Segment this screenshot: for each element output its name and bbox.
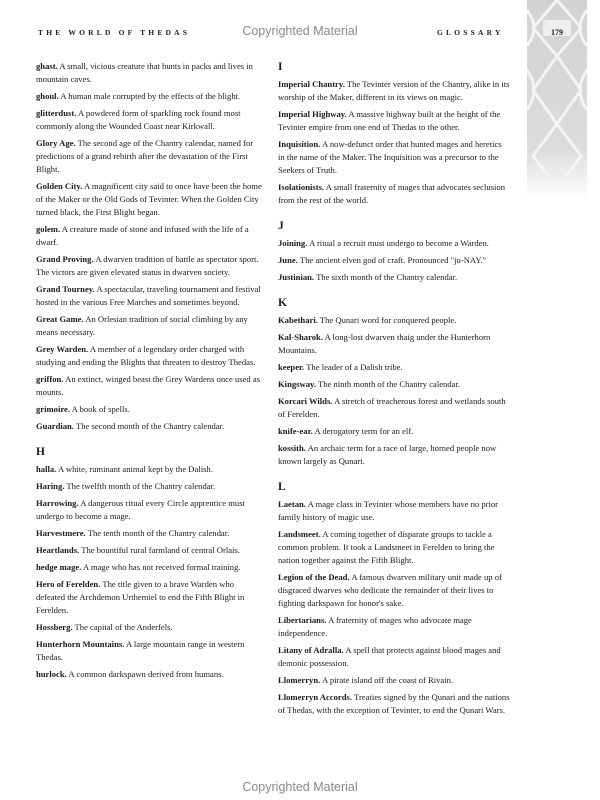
glossary-term: Great Game. <box>36 314 84 324</box>
glossary-term: hurlock. <box>36 669 67 679</box>
glossary-definition: A small, vicious creature that hunts in packs and lives in mountain caves. <box>36 61 253 84</box>
glossary-term: Guardian. <box>36 421 74 431</box>
glossary-definition: A powdered form of sparkling rock found most commonly along the Wounded Coast near Kirkwall. <box>36 108 241 131</box>
glossary-entry <box>278 425 510 438</box>
glossary-term: Libertarians. <box>278 615 327 625</box>
glossary-term: Kabethari. <box>278 315 318 325</box>
section-letter-heading: I <box>278 61 283 73</box>
glossary-definition: A ritual a recruit must undergo to become a Warden. <box>309 238 489 248</box>
glossary-term: Litany of Adralla. <box>278 645 344 655</box>
glossary-entry <box>278 571 510 610</box>
section-letter-heading: J <box>278 220 284 232</box>
glossary-definition: A white, ruminant animal kept by the Dalish. <box>57 464 213 474</box>
glossary-term: Korcari Wilds. <box>278 396 333 406</box>
glossary-entry <box>278 331 510 357</box>
glossary-definition: The twelfth month of the Chantry calendar. <box>66 481 216 491</box>
glossary-definition: The bountiful rural farmland of central Orlais. <box>81 545 240 555</box>
glossary-term: Landsmeet. <box>278 529 321 539</box>
glossary-definition: A dangerous ritual every Circle apprentice must undergo to become a mage. <box>36 498 245 521</box>
glossary-term: Imperial Highway. <box>278 109 347 119</box>
glossary-term: ghast. <box>36 61 58 71</box>
glossary-entry <box>278 181 510 207</box>
glossary-entry <box>36 668 264 681</box>
glossary-definition: The sixth month of the Chantry calendar. <box>316 272 458 282</box>
glossary-definition: A spectacular, traveling tournament and festival hosted in the various Free Marches and sometimes beyond. <box>36 284 261 307</box>
glossary-definition: The Qunari word for conquered people. <box>319 315 457 325</box>
glossary-term: Legion of the Dead. <box>278 572 350 582</box>
glossary-term: Llomerryn. <box>278 675 321 685</box>
glossary-term: Hunterhorn Mountains. <box>36 639 125 649</box>
glossary-entry <box>278 271 510 284</box>
glossary-definition: A stretch of treacherous forest and wetlands south of Ferelden. <box>278 396 506 419</box>
glossary-term: Harvestmere. <box>36 528 86 538</box>
glossary-term: Hero of Ferelden. <box>36 579 101 589</box>
glossary-definition: A derogatory term for an elf. <box>314 426 414 436</box>
page-number: 179 <box>551 28 563 37</box>
glossary-definition: An Orlesian tradition of social climbing by any means necessary. <box>36 314 248 337</box>
glossary-entry <box>36 60 264 86</box>
glossary-term: Inquisition. <box>278 139 321 149</box>
glossary-term: Hossberg. <box>36 622 73 632</box>
section-letter-heading: K <box>278 297 287 309</box>
glossary-definition: A dwarven tradition of battle as spectator sport. The victors are given elevated status in dwarven society. <box>36 254 259 277</box>
glossary-entry <box>36 527 264 540</box>
glossary-entry <box>36 497 264 523</box>
glossary-entry <box>36 223 264 249</box>
glossary-definition: The tenth month of the Chantry calendar. <box>87 528 230 538</box>
glossary-entry <box>36 253 264 279</box>
glossary-term: Imperial Chantry. <box>278 79 345 89</box>
glossary-definition: A massive highway built at the height of the Tevinter empire from one end of Thedas to the other. <box>278 109 501 132</box>
glossary-definition: A now-defunct order that hunted mages and heretics in the name of the Maker. The Inquisition was a precursor to the Seekers of Truth. <box>278 139 502 175</box>
glossary-term: hedge mage. <box>36 562 82 572</box>
glossary-entry <box>278 395 510 421</box>
glossary-entry <box>36 403 264 416</box>
glossary-entry <box>36 107 264 133</box>
glossary-left-column <box>36 60 264 685</box>
glossary-term: glitterdust. <box>36 108 77 118</box>
glossary-entry <box>36 463 264 476</box>
glossary-definition: The title given to a brave Warden who defeated the Archdemon Urthemiel to end the Fifth Blight in Ferelden. <box>36 579 245 615</box>
glossary-entry <box>278 378 510 391</box>
glossary-entry <box>278 108 510 134</box>
glossary-term: Laetan. <box>278 499 306 509</box>
glossary-definition: An extinct, winged beast the Grey Wardens once used as mounts. <box>36 374 260 397</box>
glossary-entry <box>278 614 510 640</box>
glossary-entry <box>278 314 510 327</box>
glossary-term: griffon. <box>36 374 64 384</box>
glossary-entry <box>36 137 264 176</box>
glossary-definition: Treaties signed by the Qunari and the nations of Thedas, with the exception of Tevinter, to end the Qunari Wars. <box>278 692 510 715</box>
glossary-entry <box>36 373 264 399</box>
glossary-term: Llomerryn Accords. <box>278 692 352 702</box>
glossary-entry <box>36 638 264 664</box>
glossary-entry <box>278 528 510 567</box>
glossary-definition: A mage class in Tevinter whose members have no prior family history of magic use. <box>278 499 499 522</box>
glossary-term: halla. <box>36 464 57 474</box>
glossary-term: Harrowing. <box>36 498 79 508</box>
section-letter-heading: L <box>278 481 286 493</box>
glossary-definition: A spell that protects against blood mages and demonic possession. <box>278 645 501 668</box>
glossary-definition: The second age of the Chantry calendar, named for predictions of a grand rebirth after the devastation of the First Blight. <box>36 138 254 174</box>
glossary-definition: The ancient elven god of craft. Pronounced "ju-NAY." <box>299 255 487 265</box>
glossary-term: Haring. <box>36 481 65 491</box>
glossary-term: Golden City. <box>36 181 83 191</box>
glossary-entry <box>36 544 264 557</box>
glossary-definition: A pirate island off the coast of Rivain. <box>321 675 454 685</box>
watermark-top: Copyrighted Material <box>242 24 358 38</box>
glossary-term: Grand Tourney. <box>36 284 95 294</box>
glossary-entry <box>278 644 510 670</box>
glossary-definition: The capital of the Anderfels. <box>74 622 173 632</box>
glossary-entry <box>278 237 510 250</box>
glossary-entry <box>36 283 264 309</box>
glossary-term: June. <box>278 255 298 265</box>
glossary-term: keeper. <box>278 362 305 372</box>
glossary-entry <box>278 78 510 104</box>
glossary-definition: The ninth month of the Chantry calendar. <box>317 379 460 389</box>
section-letter-heading: H <box>36 446 45 458</box>
glossary-term: Kal-Sharok. <box>278 332 323 342</box>
glossary-term: Justinian. <box>278 272 315 282</box>
glossary-definition: The Tevinter version of the Chantry, alike in its worship of the Maker, different in its views on magic. <box>278 79 510 102</box>
running-head-section: GLOSSARY <box>437 28 504 37</box>
glossary-term: Glory Age. <box>36 138 76 148</box>
glossary-term: grimoire. <box>36 404 70 414</box>
glossary-definition: A magnificent city said to once have been the home of the Maker or the Old Gods of Tevinter. When the Golden City turned black, the First Blight began. <box>36 181 262 217</box>
glossary-entry <box>278 361 510 374</box>
glossary-term: Isolationists. <box>278 182 325 192</box>
watermark-bottom: Copyrighted Material <box>242 780 358 794</box>
glossary-definition: A member of a legendary order charged with studying and ending the Blights that threaten to destroy Thedas. <box>36 344 256 367</box>
glossary-entry <box>36 313 264 339</box>
glossary-definition: A mage who has not received formal training. <box>83 562 241 572</box>
glossary-entry <box>36 180 264 219</box>
glossary-term: Heartlands. <box>36 545 80 555</box>
glossary-term: Grand Proving. <box>36 254 94 264</box>
glossary-entry <box>36 343 264 369</box>
glossary-definition: The second month of the Chantry calendar. <box>75 421 225 431</box>
glossary-entry <box>278 254 510 267</box>
glossary-definition: An archaic term for a race of large, horned people now known largely as Qunari. <box>278 443 497 466</box>
glossary-right-column <box>278 60 510 721</box>
glossary-entry <box>36 561 264 574</box>
glossary-term: Kingsway. <box>278 379 316 389</box>
glossary-definition: A book of spells. <box>71 404 130 414</box>
glossary-term: Grey Warden. <box>36 344 89 354</box>
glossary-definition: The leader of a Dalish tribe. <box>306 362 403 372</box>
glossary-definition: A coming together of disparate groups to tackle a common problem. It took a Landsmeet in Ferelden to bring the nation together against the Fifth Blight. <box>278 529 495 565</box>
glossary-definition: A large mountain range in western Thedas. <box>36 639 245 662</box>
glossary-entry <box>278 442 510 468</box>
glossary-entry <box>278 674 510 687</box>
glossary-entry <box>36 420 264 433</box>
glossary-term: ghoul. <box>36 91 59 101</box>
glossary-entry <box>36 90 264 103</box>
glossary-definition: A human male corrupted by the effects of the blight. <box>60 91 241 101</box>
running-head-book-title: THE WORLD OF THEDAS <box>38 28 191 37</box>
glossary-definition: A common darkspawn derived from humans. <box>68 669 224 679</box>
glossary-term: golem. <box>36 224 61 234</box>
glossary-term: knife-ear. <box>278 426 313 436</box>
glossary-entry <box>36 480 264 493</box>
glossary-definition: A small fraternity of mages that advocates seclusion from the rest of the world. <box>278 182 506 205</box>
glossary-entry <box>36 621 264 634</box>
glossary-definition: A famous dwarven military unit made up of disgraced dwarves who dedicate the remainder of their lives to fighting darkspawn for honor's sake. <box>278 572 502 608</box>
glossary-entry <box>278 691 510 717</box>
glossary-definition: A long-lost dwarven thaig under the Hunterhorn Mountains. <box>278 332 491 355</box>
glossary-entry <box>36 578 264 617</box>
glossary-entry <box>278 498 510 524</box>
glossary-term: kossith. <box>278 443 306 453</box>
glossary-entry <box>278 138 510 177</box>
glossary-definition: A creature made of stone and infused with the life of a dwarf. <box>36 224 249 247</box>
glossary-definition: A fraternity of mages who advocate mage independence. <box>278 615 472 638</box>
glossary-term: Joining. <box>278 238 308 248</box>
